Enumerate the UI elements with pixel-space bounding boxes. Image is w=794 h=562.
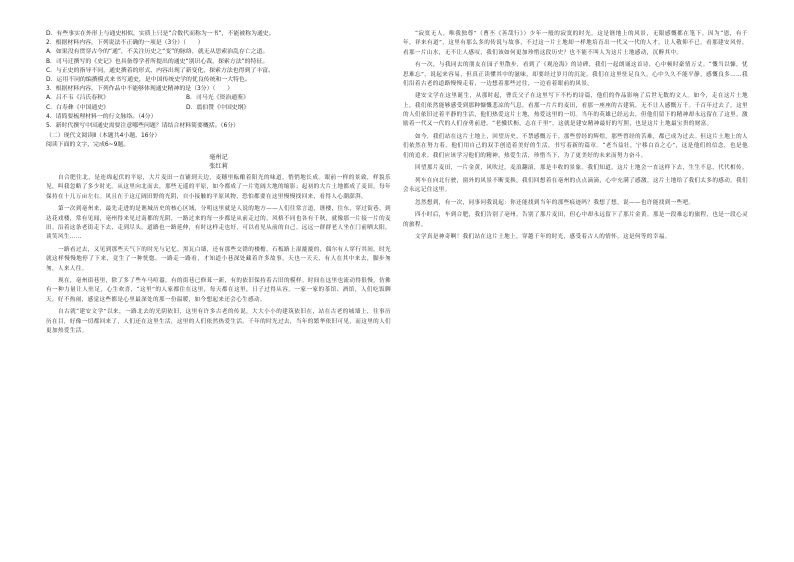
paragraph: 现在，亳州街巷里，除了多了些车马喧嚣，有的街巷已修葺一新，有的依旧保持着古旧的模样。时间在这里也流动得很慢，仿佛有一种力量让人驻足，心生欢喜，“这里”的人家都住在这里，每天都在这里，日子过得从容。一家一家的茶馆、酒馆，人们吃饭聊天，好不热闹，感觉这些都是心里最深处的那一份温暖，如今想起来还会心生感动。: [46, 278, 391, 303]
article-title: 毫州记: [209, 154, 228, 162]
left-column: [46, 30, 391, 339]
paragraph: 文学真是神奇啊！我们站在这片土地上，穿越千年的时光，感受着古人的情怀，这是何等的幸福。: [415, 234, 671, 241]
paragraph: 一路看过去，又见到那些天气下的时光与记忆。黑瓦白墙，还有那些交错的楼檐，石板路上湿漉漉的，偶尔有人穿行其间，时光就这样慢慢地停了下来，竟生了一种恍惚。一路走一路看，才知道小巷深处藏着许多故事。天也一天天、有人在其中来去，脚步匆匆，人来人往。: [46, 246, 391, 272]
answer-options: [46, 94, 391, 103]
article-body-left: [46, 174, 391, 336]
question-line: D．有些事实在外形上与通史相似，实质上只是“合数代而称为一书”，不能被称为通史。: [46, 31, 275, 37]
question-line: A．如果没有贯穿古今的“通”，不关注历史之“变”的脉络，就无从思索治乱存亡之道。: [46, 49, 269, 56]
question-line: 3．根据材料内容，下列作品中不能够体现通史精神的是（3分）（ ）: [46, 86, 234, 93]
question-line: D．运用不同的编撰模式来书写通史，是中国传统史学的优良传统和一大特色。: [46, 77, 251, 84]
paragraph: 建安文学在这里诞生，从那时起，曹氏父子在这里写下不朽的诗篇，他们的作品影响了后世无数的文人。如今，走在这片土地上，我们依然能够感受到那种慷慨悲凉的气息。看那一片片的麦田，看那一座座的古建筑，无不让人感慨万千。千百年过去了，这里的人们依旧过着平静的生活，他们热爱这片土地，热爱这里的一切。当年的英雄已经远去，但他们留下的精神却永远留在了这里，激励着一代又一代的人们奋勇前进。“老骥伏枥，志在千里”，这就是建安精神最好的写照，也是这片土地最宝贵的财富。: [403, 93, 748, 128]
question-line: 5．新时代撰写中国通史需要注意哪些问题？请结合材料简要概括。（6分）: [46, 123, 240, 130]
paragraph: 回望那片麦田，一片金黄，风吹过，麦浪翻滚，那是丰收的景象。我们知道，这片土地会一直这样下去，生生不息，代代相传。: [415, 165, 748, 172]
article-body-right: [403, 30, 748, 242]
article-author: 张红莉: [209, 163, 228, 171]
question-line: C．与正史的指导不同，通史撰着的形式、内容出现了新变化，探索方法也得到了丰富。: [46, 67, 274, 74]
question-line: B．司马迁撰写的《史记》也具备尊学者所提出的通史“别识心裁，探索方法”的特征。: [46, 58, 269, 65]
paragraph: 如今，我们站在这片土地上，回望历史，不禁感慨万千。那些曾经的辉煌，那些曾经的苦难，都已成为过去。但这片土地上的人们依然在努力着，他们用自己的双手创造着美好的生活，书写着新的篇章。“老当益壮，宁移白首之心”，这是他们的信念，也是他们的追求。我们应该学习他们的精神，热爱生活，珍惜当下，为了更美好的未来而努力奋斗。: [403, 134, 748, 159]
paragraph: 四小时后，车到合肥，我们告别了亳州，告别了那片麦田，但心中却永远留下了那片金黄。那是一段难忘的旅程，也是一段心灵的旅程。: [403, 212, 748, 228]
paragraph: 忽然想到，有一次，同事问我说起：你还能找到当年的那些痕迹吗？我想了想，说——也许能找到一些吧。: [415, 199, 695, 206]
paragraph: 自古就“建安文学”以来，一路北去的光阴依旧，这里有许多古老的传说，大大小小的建筑依旧在，站在古老的城墙上，往事历历在目，好像一切都回来了，人们还在这里生活，这里的人们依然热爱生活。千年的时光过去，当年的繁华依旧可见，而这里的人们更加热爱生活。: [46, 309, 391, 334]
paragraph: 第一次到亳州来，最先走进的是谯城历史的核心区域，分明这里就是人说的地方——人们往常言道，谯楼，往东，穿过街巷，到达花戏楼，常有见闻，亳州得来见过南都的光阴，一路过来的每一步都是从前走过的，风格不同也各有千秋，就像那一片接一片的麦田。沿着这条老街走下去，走到尽头，道路也一路延伸，有时这样走也好，可以看见从前的自己。远远一群群老人坐在门前晒太阳，谈笑风生……: [46, 206, 391, 241]
paragraph: 自合肥往北，是连绵起伏的平原，大片麦田一直铺到天边，麦穗里酝酿着阳光的味道，悄悄地长成。眼前一样的景致，样貌乐见，叫我忽略了多少时光。从这里向北而去，那些无遥的平原，如今都成了一片宽阔大地的缩影；起初的大片土地都成了麦田，每年保持在十几万亩左右。风且在于这辽阔田野的光阴，自小接触的平原风物，恐怕都要在这里慢慢找回来，看得人心潮澎湃。: [46, 175, 391, 200]
option-a: A．吕不韦《吕氏春秋》: [46, 95, 109, 102]
section-heading: （二）现代文阅读Ⅱ（本题共4小题，16分）: [46, 132, 161, 139]
paragraph: 列车在向北行驶，窗外的风景不断变换。我们回想着在亳州的点点滴滴，心中充满了感激。这片土地给了我们太多的感动，我们会永远记住这里。: [403, 177, 748, 194]
paragraph: 有一次，与我同去的朋友在园子里散步，看到了《观沧海》的诗碑，我们一起朗诵这首诗，心中顿时豪情万丈。“慨当以慷，忧思难忘”，说起来容易，但真正读懂其中的滋味，却要经过岁月的沉淀，我们在这里驻足良久，心中久久不能平静，感慨良多……我们沿着古老的道路慢慢走着，一边想着那些过往，一边看着眼前的风景。: [403, 62, 748, 87]
option-c: C．白寿彝《中国通史》: [46, 104, 110, 111]
answer-options: [46, 104, 391, 113]
right-column: [403, 30, 748, 246]
option-b: B．司马光《资治通鉴》: [186, 95, 249, 102]
question-line: 2．根据材料内容，下列说法不正确的一项是（3分）（ ）: [46, 40, 204, 47]
paragraph: “寂寞无人，唯我独尊”（曹丕《善哉行》）少年一般的寂寞的时光，这是谯地上的风景，无限感慨都在笔下。因为“恩，有千年，祥来有道”，这里有那么多的传说与故事，不过这一片土地却一样地培育出一代又一代的人才，让人敬仰不已。看那建安风骨，看那一片山水，无不让人感叹，我们该如何更加珍惜这段历史？也不能不叫人为这片土地感动，沉醉其中。: [403, 31, 748, 56]
question-line: 4．请简要梳理材料一的行文脉络。（4分）: [46, 114, 157, 121]
option-d: D．翦伯赞《中国史纲》: [186, 104, 250, 111]
instruction: 阅读下面的文字，完成6~9题。: [46, 141, 130, 148]
